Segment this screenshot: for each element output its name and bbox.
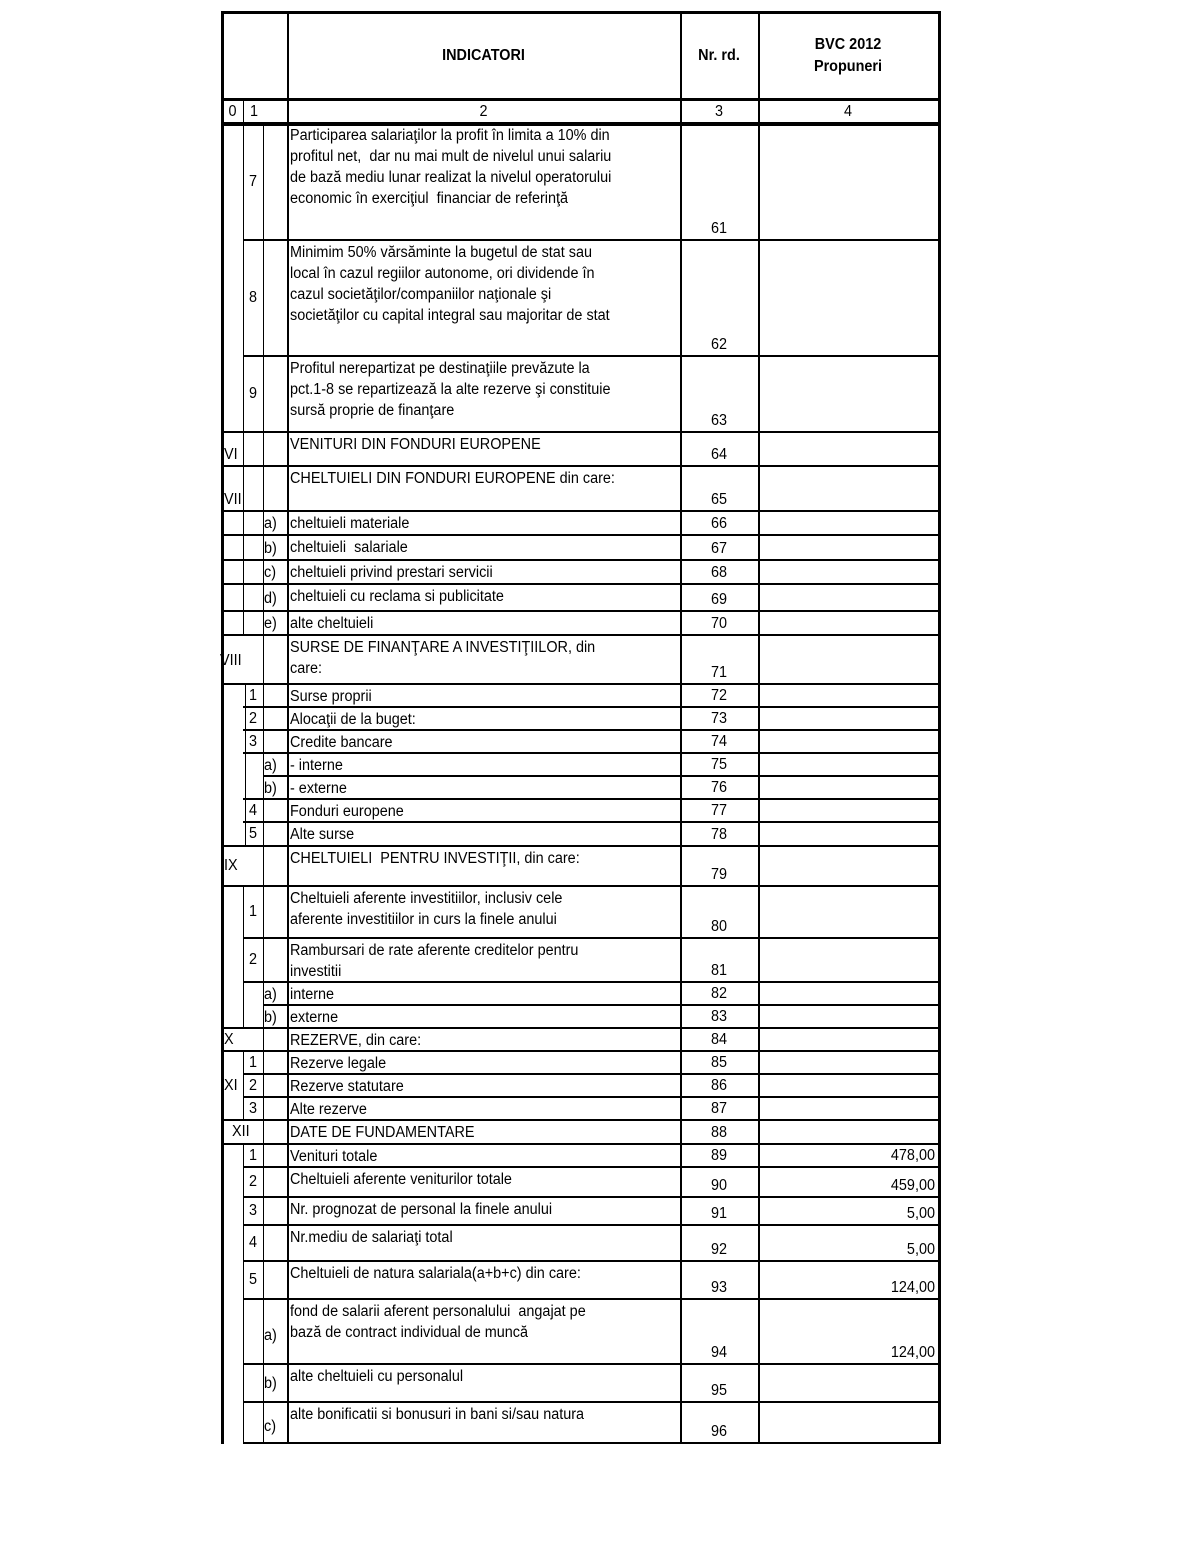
item-number: 9: [248, 385, 258, 402]
col-line: [243, 1144, 244, 1443]
row-line: [222, 1050, 940, 1052]
row-number: 63: [710, 412, 728, 429]
row-line: [243, 729, 940, 731]
indicator-text: VENITURI DIN FONDURI EUROPENE: [290, 436, 541, 453]
indicator-text: Minimim 50% vărsăminte la bugetul de stat sau: [290, 244, 593, 261]
indicator-text: cheltuieli materiale: [290, 515, 410, 532]
item-number: 2: [248, 709, 258, 727]
row-number: 95: [710, 1382, 728, 1399]
indicator-text: Nr. prognozat de personal la finele anului: [290, 1201, 553, 1218]
row-line: [243, 821, 940, 823]
indicator-text: aferente investitiilor in curs la finele anului: [290, 911, 557, 928]
col-line: [245, 684, 246, 846]
row-line: [222, 1027, 940, 1029]
header-bvc-year: BVC 2012: [814, 36, 882, 53]
table-bottom-line: [243, 1442, 941, 1444]
indicator-text: Participarea salariaţilor la profit în limita a 10% din: [290, 127, 610, 144]
roman-numeral: VII: [224, 491, 242, 508]
indicator-text: Profitul nerepartizat pe destinaţiile prevăzute la: [290, 360, 590, 377]
row-value: 5,00: [906, 1241, 935, 1258]
indicator-text: Rezerve statutare: [290, 1078, 404, 1095]
col-line: [758, 123, 760, 1443]
indicator-text: Rezerve legale: [290, 1055, 387, 1072]
row-line: [222, 583, 940, 585]
roman-numeral: IX: [224, 857, 238, 874]
row-number: 88: [710, 1124, 728, 1141]
indicator-text: cheltuieli privind prestari servicii: [290, 564, 493, 581]
row-number: 82: [710, 985, 728, 1002]
table-left-border: [221, 12, 224, 1444]
roman-numeral: XII: [232, 1123, 250, 1140]
indicator-text: alte cheltuieli: [290, 615, 374, 632]
indicator-text: profitul net, dar nu mai mult de nivelul unui salariu: [290, 148, 612, 165]
indicator-text: alte cheltuieli cu personalul: [290, 1368, 464, 1385]
row-number: 75: [710, 756, 728, 773]
indicator-text: Fonduri europene: [290, 803, 404, 820]
item-number: 5: [248, 1271, 258, 1288]
table-top-border: [221, 11, 941, 14]
roman-numeral: VIII: [220, 651, 242, 669]
row-number: 90: [710, 1177, 728, 1194]
indicator-text: - externe: [290, 780, 347, 797]
column-number-0: 0: [228, 103, 237, 120]
col-line: [243, 432, 244, 511]
row-number: 83: [710, 1008, 728, 1025]
row-number: 61: [710, 220, 728, 237]
row-number: 72: [710, 687, 728, 704]
row-line: [243, 752, 940, 754]
row-number: 66: [710, 515, 728, 532]
indicator-text: Cheltuieli aferente veniturilor totale: [290, 1171, 512, 1188]
header-col-line: [287, 12, 289, 123]
indicator-text: Alocaţii de la buget:: [290, 711, 416, 728]
indicator-text: - interne: [290, 757, 343, 774]
column-number-4: 4: [843, 103, 853, 120]
sub-item-letter: a): [264, 756, 277, 774]
row-line: [243, 355, 940, 357]
item-number: 1: [248, 686, 258, 704]
row-number: 62: [710, 336, 728, 353]
indicator-text: local în cazul regiilor autonome, ori dividende în: [290, 265, 595, 282]
column-number-1: 1: [249, 103, 258, 120]
item-number: 3: [248, 1202, 258, 1219]
row-value: 124,00: [890, 1344, 935, 1361]
roman-numeral: VI: [224, 446, 238, 463]
indicator-text: economic în exerciţiul financiar de referinţă: [290, 190, 569, 207]
sub-item-letter: c): [264, 564, 277, 581]
row-value: 478,00: [890, 1147, 935, 1164]
row-line: [222, 634, 940, 636]
indicator-text: pct.1-8 se repartizează la alte rezerve şi constituie: [290, 381, 611, 398]
indicator-text: fond de salarii aferent personalului angajat pe: [290, 1303, 586, 1320]
sub-item-letter: a): [264, 1326, 277, 1344]
row-number: 77: [710, 802, 728, 819]
indicator-text: alte bonificatii si bonusuri in bani si/sau natura: [290, 1406, 585, 1423]
item-number: 3: [248, 1099, 258, 1117]
header-bvc-label: Propuneri: [813, 58, 883, 75]
row-line: [222, 559, 940, 561]
item-number: 8: [248, 289, 258, 306]
item-number: 2: [248, 1173, 258, 1190]
row-value: 5,00: [906, 1205, 935, 1222]
row-number: 69: [710, 591, 728, 608]
indicator-text: care:: [290, 660, 323, 677]
column-number-3: 3: [714, 103, 723, 120]
row-number: 92: [710, 1241, 728, 1258]
item-number: 4: [248, 801, 258, 819]
indicator-text: cheltuieli salariale: [290, 539, 408, 556]
row-number: 65: [710, 491, 728, 508]
indicator-text: Venituri totale: [290, 1148, 378, 1165]
row-number: 76: [710, 779, 728, 796]
row-line: [222, 431, 940, 433]
item-number: 2: [248, 1076, 258, 1094]
row-line: [243, 239, 940, 241]
sub-item-letter: c): [264, 1417, 277, 1435]
roman-numeral: X: [224, 1030, 234, 1048]
item-number: 4: [248, 1234, 258, 1251]
sub-item-letter: e): [264, 615, 277, 632]
header-col-line: [758, 12, 760, 123]
col-line: [680, 123, 682, 1443]
indicator-text: de bază mediu lunar realizat la nivelul operatorului: [290, 169, 612, 186]
row-line: [222, 1143, 940, 1145]
row-line: [243, 1401, 940, 1403]
row-line: [222, 1119, 940, 1121]
indicator-text: societăţilor cu capital integral sau majoritar de stat: [290, 307, 610, 324]
row-line: [243, 798, 940, 800]
sub-item-letter: b): [264, 539, 277, 557]
indicator-text: investitii: [290, 963, 342, 980]
row-number: 91: [710, 1205, 728, 1222]
row-value: 124,00: [890, 1279, 935, 1296]
row-number: 94: [710, 1344, 728, 1361]
row-number: 93: [710, 1279, 728, 1296]
col-line: [287, 123, 289, 1443]
row-number: 71: [710, 664, 728, 681]
header-nr-rd: Nr. rd.: [698, 47, 740, 64]
row-number: 70: [710, 615, 728, 632]
item-number: 2: [248, 951, 258, 968]
row-number: 85: [710, 1054, 728, 1071]
col-line: [243, 1051, 244, 1120]
row-line: [243, 937, 940, 939]
indicator-text: cazul societăţilor/companiilor naţionale şi: [290, 286, 552, 303]
row-line: [243, 1363, 940, 1365]
row-line: [243, 1166, 940, 1168]
row-line: [222, 885, 940, 887]
indicator-text: Nr.mediu de salariaţi total: [290, 1229, 453, 1246]
indicator-text: cheltuieli cu reclama si publicitate: [290, 588, 504, 605]
indicator-text: CHELTUIELI PENTRU INVESTIŢII, din care:: [290, 850, 580, 867]
row-line: [243, 1196, 940, 1198]
indicator-text: bază de contract individual de muncă: [290, 1324, 529, 1341]
column-number-2: 2: [479, 103, 488, 120]
row-number: 73: [710, 710, 728, 727]
col-line: [263, 123, 264, 1443]
row-number: 84: [710, 1031, 728, 1048]
row-number: 81: [710, 962, 728, 979]
indicator-text: REZERVE, din care:: [290, 1032, 422, 1049]
indicator-text: Surse proprii: [290, 688, 372, 705]
table-right-border: [938, 123, 941, 1443]
row-number: 74: [710, 733, 728, 750]
row-number: 79: [710, 866, 728, 883]
row-line: [243, 1073, 940, 1075]
indicator-text: Alte surse: [290, 826, 355, 843]
row-line: [263, 1004, 940, 1006]
indicator-text: sursă proprie de finanţare: [290, 402, 455, 419]
sub-item-letter: a): [264, 985, 277, 1003]
row-line: [243, 706, 940, 708]
sub-item-letter: b): [264, 1375, 277, 1392]
row-line: [222, 610, 940, 612]
indicator-text: interne: [290, 986, 335, 1003]
sub-item-letter: b): [264, 779, 277, 797]
indicator-text: Cheltuieli aferente investitiilor, inclusiv cele: [290, 890, 563, 907]
row-line: [243, 1298, 940, 1300]
row-number: 64: [710, 446, 728, 463]
row-line: [243, 1224, 940, 1226]
indicator-text: Rambursari de rate aferente creditelor pentru: [290, 942, 579, 959]
row-number: 67: [710, 540, 728, 557]
row-line: [243, 1260, 940, 1262]
row-number: 96: [710, 1423, 728, 1440]
row-value: 459,00: [890, 1177, 935, 1194]
item-number: 7: [248, 172, 258, 190]
row-line: [222, 510, 940, 512]
row-line: [222, 465, 940, 467]
sub-item-letter: d): [264, 589, 277, 607]
indicator-text: CHELTUIELI DIN FONDURI EUROPENE din care:: [290, 470, 615, 487]
row-number: 68: [710, 564, 728, 581]
indicator-text: Alte rezerve: [290, 1101, 367, 1118]
row-number: 78: [710, 826, 728, 843]
table-right-border-header: [938, 12, 941, 124]
row-line: [243, 1096, 940, 1098]
row-line: [222, 845, 940, 847]
row-number: 86: [710, 1077, 728, 1094]
indicator-text: SURSE DE FINANŢARE A INVESTIŢIILOR, din: [290, 639, 596, 656]
roman-numeral: XI: [224, 1076, 238, 1094]
header-col-line: [680, 12, 682, 123]
header-bottom-border: [221, 98, 941, 101]
row-number: 80: [710, 918, 728, 935]
sub-item-letter: b): [264, 1008, 277, 1026]
indicator-text: Cheltuieli de natura salariala(a+b+c) din care:: [290, 1265, 581, 1282]
row-number: 87: [710, 1100, 728, 1117]
sub-item-letter: a): [264, 515, 277, 532]
row-line: [263, 775, 940, 777]
row-line: [222, 534, 940, 536]
indicator-text: Credite bancare: [290, 734, 393, 751]
item-number: 1: [248, 1146, 258, 1164]
colnum-divider: [243, 99, 244, 123]
item-number: 1: [248, 903, 258, 920]
indicator-text: DATE DE FUNDAMENTARE: [290, 1124, 475, 1141]
col-line: [243, 511, 244, 635]
col-line: [243, 886, 244, 1028]
header-indicatori: INDICATORI: [442, 47, 525, 64]
item-number: 5: [248, 825, 258, 842]
item-number: 3: [248, 732, 258, 750]
item-number: 1: [248, 1053, 258, 1071]
row-line: [243, 981, 940, 983]
row-line: [222, 683, 940, 685]
col-line: [243, 123, 244, 432]
row-number: 89: [710, 1147, 728, 1164]
indicator-text: externe: [290, 1009, 339, 1026]
